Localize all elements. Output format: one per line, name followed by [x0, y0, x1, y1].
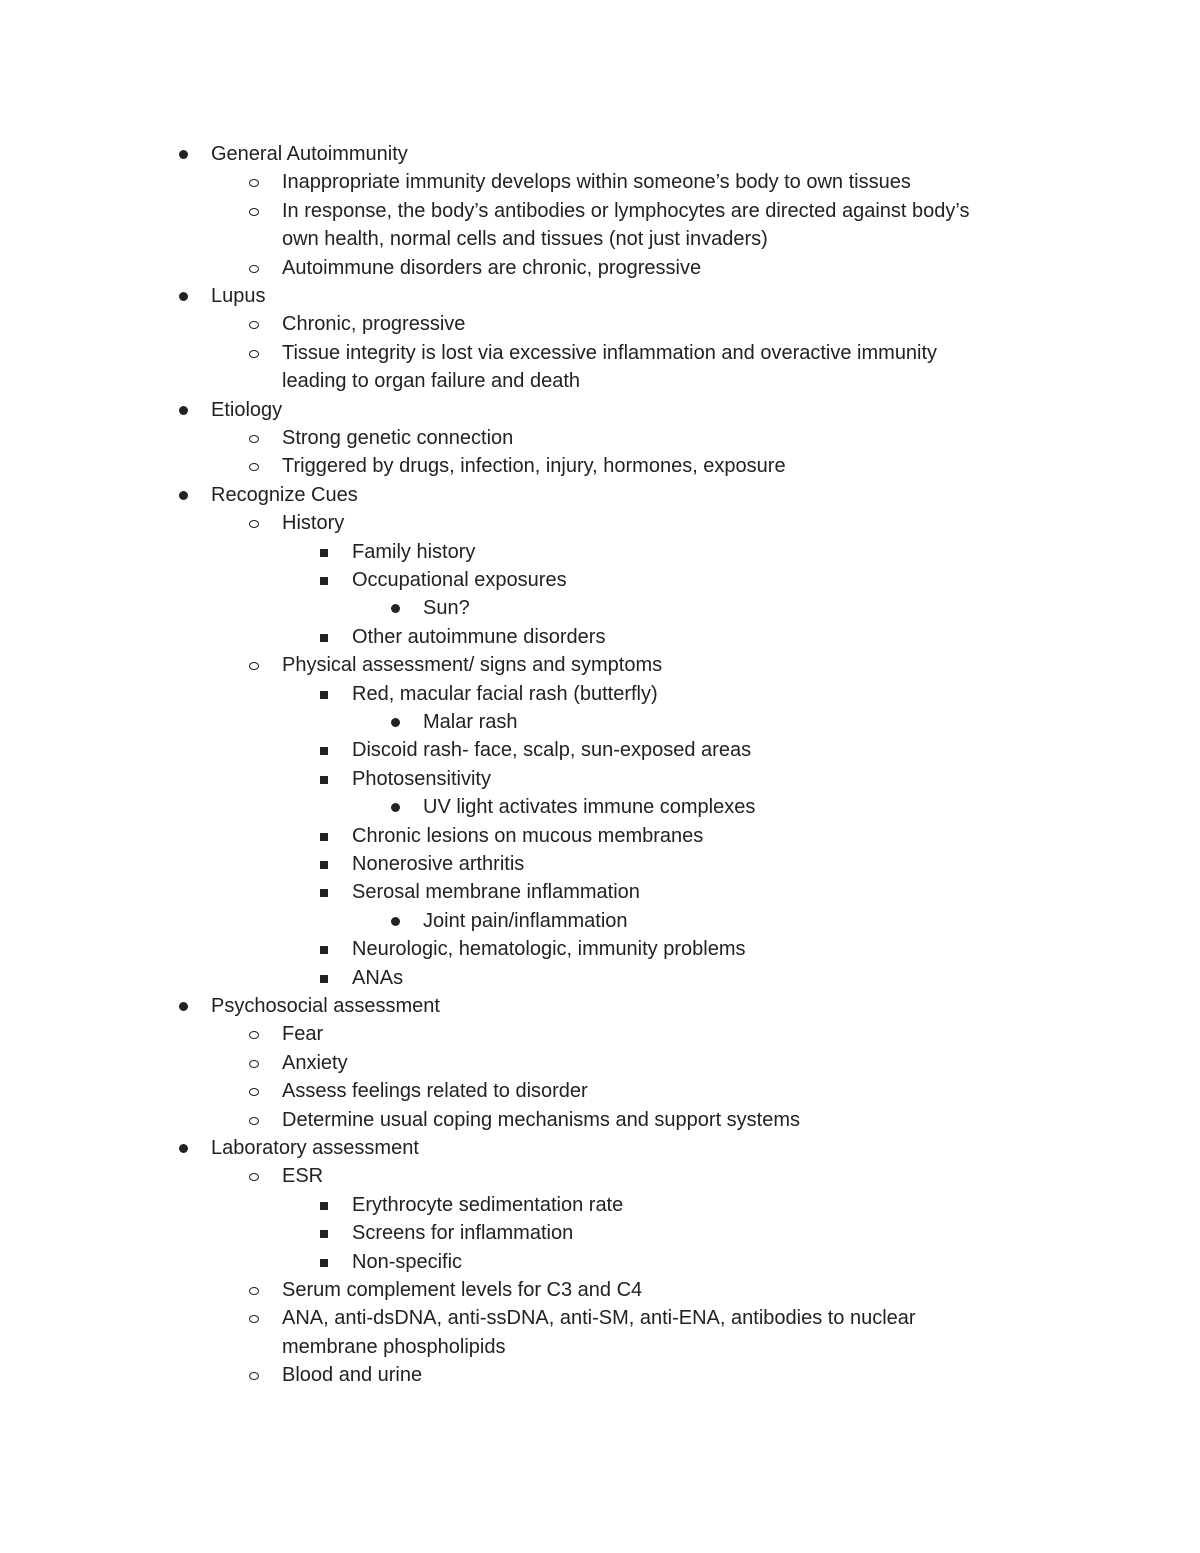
- list-item-text: Photosensitivity: [352, 767, 491, 790]
- circle-bullet-icon: [249, 662, 259, 670]
- list-item-text: leading to organ failure and death: [282, 370, 581, 393]
- list-item-text: Discoid rash- face, scalp, sun-exposed areas: [352, 739, 752, 762]
- square-bullet-icon: [320, 1259, 328, 1267]
- circle-bullet-icon: [249, 265, 259, 273]
- list-item-text: Chronic, progressive: [282, 313, 466, 336]
- list-item-text: Psychosocial assessment: [211, 995, 440, 1017]
- list-item-text: Erythrocyte sedimentation rate: [352, 1193, 624, 1216]
- list-item-text: Non-specific: [352, 1250, 463, 1273]
- list-item-text: Nonerosive arthritis: [352, 853, 525, 875]
- square-bullet-icon: [320, 634, 328, 642]
- disc-bullet-icon: [391, 604, 400, 613]
- list-item-text: UV light activates immune complexes: [423, 796, 756, 819]
- square-bullet-icon: [320, 861, 328, 869]
- square-bullet-icon: [320, 975, 328, 983]
- disc-bullet-icon: [179, 406, 188, 415]
- circle-bullet-icon: [249, 208, 259, 216]
- list-item-text: Assess feelings related to disorder: [282, 1080, 588, 1103]
- circle-bullet-icon: [249, 520, 259, 528]
- circle-bullet-icon: [249, 1173, 259, 1181]
- list-item-text: own health, normal cells and tissues (not just invaders): [282, 228, 768, 251]
- circle-bullet-icon: [249, 350, 259, 358]
- circle-bullet-icon: [249, 1031, 259, 1039]
- list-item-text: Occupational exposures: [352, 569, 567, 591]
- circle-bullet-icon: [249, 435, 259, 443]
- list-item-text: ESR: [282, 1165, 324, 1188]
- square-bullet-icon: [320, 577, 328, 585]
- list-item-text: Family history: [352, 540, 476, 563]
- square-bullet-icon: [320, 691, 328, 699]
- list-item-text: Chronic lesions on mucous membranes: [352, 824, 704, 847]
- list-item-text: Lupus: [211, 285, 266, 307]
- list-item-text: Fear: [282, 1023, 324, 1046]
- square-bullet-icon: [320, 747, 328, 755]
- list-item-text: Triggered by drugs, infection, injury, hormones, exposure: [282, 455, 786, 478]
- list-item-text: Strong genetic connection: [282, 427, 514, 449]
- disc-bullet-icon: [179, 1002, 188, 1011]
- disc-bullet-icon: [179, 292, 188, 301]
- square-bullet-icon: [320, 1202, 328, 1210]
- circle-bullet-icon: [249, 463, 259, 471]
- disc-bullet-icon: [391, 718, 400, 727]
- list-item-text: Etiology: [211, 398, 283, 421]
- list-item-text: Autoimmune disorders are chronic, progressive: [282, 256, 702, 279]
- list-item-text: Tissue integrity is lost via excessive inflammation and overactive immunity: [282, 341, 938, 364]
- circle-bullet-icon: [249, 1315, 259, 1323]
- list-item-text: Serum complement levels for C3 and C4: [282, 1279, 643, 1301]
- disc-bullet-icon: [179, 150, 188, 159]
- disc-bullet-icon: [391, 917, 400, 926]
- circle-bullet-icon: [249, 1117, 259, 1125]
- list-item-text: Sun?: [423, 597, 470, 620]
- list-item-text: Recognize Cues: [211, 483, 358, 506]
- circle-bullet-icon: [249, 1060, 259, 1068]
- list-item-text: Other autoimmune disorders: [352, 625, 606, 648]
- square-bullet-icon: [320, 1230, 328, 1238]
- list-item-text: History: [282, 512, 345, 535]
- list-item-text: ANA, anti-dsDNA, anti-ssDNA, anti-SM, anti-ENA, antibodies to nuclear: [282, 1307, 916, 1330]
- list-item-text: Serosal membrane inflammation: [352, 881, 640, 904]
- square-bullet-icon: [320, 946, 328, 954]
- circle-bullet-icon: [249, 1088, 259, 1096]
- square-bullet-icon: [320, 833, 328, 841]
- square-bullet-icon: [320, 549, 328, 557]
- list-item-text: Laboratory assessment: [211, 1137, 419, 1159]
- list-item-text: Anxiety: [282, 1051, 348, 1074]
- list-item-text: Determine usual coping mechanisms and support systems: [282, 1108, 801, 1131]
- disc-bullet-icon: [391, 803, 400, 812]
- disc-bullet-icon: [179, 491, 188, 500]
- list-item-text: In response, the body’s antibodies or lymphocytes are directed against body’s: [282, 199, 970, 222]
- list-item-text: Screens for inflammation: [352, 1222, 574, 1245]
- circle-bullet-icon: [249, 321, 259, 329]
- circle-bullet-icon: [249, 1287, 259, 1295]
- list-item-text: ANAs: [352, 966, 404, 989]
- circle-bullet-icon: [249, 179, 259, 187]
- square-bullet-icon: [320, 776, 328, 784]
- list-item-text: membrane phospholipids: [282, 1335, 506, 1358]
- list-item-text: Red, macular facial rash (butterfly): [352, 682, 658, 705]
- list-item-text: Malar rash: [423, 711, 518, 733]
- list-item-text: Physical assessment/ signs and symptoms: [282, 654, 663, 677]
- list-item-text: Blood and urine: [282, 1364, 423, 1387]
- list-item-text: Neurologic, hematologic, immunity problems: [352, 938, 746, 961]
- circle-bullet-icon: [249, 1372, 259, 1380]
- list-item-text: Inappropriate immunity develops within someone’s body to own tissues: [282, 171, 911, 194]
- square-bullet-icon: [320, 889, 328, 897]
- list-item-text: Joint pain/inflammation: [423, 909, 628, 932]
- disc-bullet-icon: [179, 1144, 188, 1153]
- list-item-text: General Autoimmunity: [211, 143, 408, 165]
